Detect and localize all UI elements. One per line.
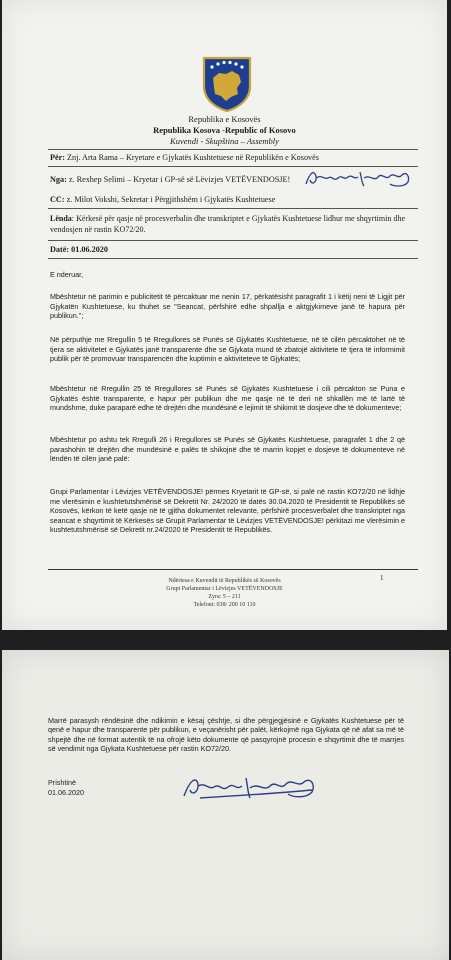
divider: [48, 208, 418, 209]
date-line: Datë: 01.06.2020: [50, 245, 108, 254]
subject-line: Lënda: Kërkesë për qasje në procesverbalin dhe transkriptet e Gjykatës Kushtetuese lidhur me shqyrtimin dhe vendosjen në rastin KO72/20.: [50, 214, 405, 234]
sender-line: Nga: z. Rexhep Selimi – Kryetar i GP-së së Lëvizjes VETËVENDOSJE!: [50, 175, 291, 184]
footer-address-2: Grupi Parlamentar i Lëvizjes VETËVENDOSJE: [166, 586, 283, 592]
cc-line: CC: z. Milot Vokshi, Sekretar i Përgjithshëm i Gjykatës Kushtetuese: [50, 195, 276, 204]
signature-icon: [302, 166, 414, 192]
letter-page-1: [2, 0, 447, 630]
place: Prishtinë: [48, 778, 76, 787]
recipient-line: Për: Znj. Arta Rama – Kryetare e Gjykatës Kushtetuese në Republikën e Kosovës: [50, 153, 319, 162]
header-country: Republika e Kosovës: [188, 114, 261, 124]
header-country-multilingual: Republika Kosova -Republic of Kosovo: [153, 125, 296, 135]
footer-address-1: Ndërtesa e Kuvendit të Republikës së Kosovës: [168, 578, 281, 584]
page-gap: [0, 630, 451, 650]
paragraph-6: Marrë parasysh rëndësinë dhe ndikimin e kësaj çështje, si dhe përgjegjësinë e Gjykatës Kushtetuese për të qenë e hapur dhe transparente për publikun, e veçanërisht për palët, kërkojmë nga Gjykata që në afat sa më të shpejtë dhe në format autentik të na ofrojë këto dokumente që pasqyrojnë procesin e shqyrtimit dhe të marrjes së vendimit nga Gjykata Kushtetuese për rastin KO72/20.: [48, 716, 404, 754]
paragraph-4: Mbështetur po ashtu tek Rregulli 26 i Rregullores së Punës së Gjykatës Kushtetuese, paragrafët 1 dhe 2 që parashohin të drejtën dhe mundësinë e palës të shikojnë dhe të marrin kopjet e dosjeve të dokumenteve në lëndën të cilën janë palë:: [50, 435, 405, 464]
paragraph-2: Në përputhje me Rregullin 5 të Rregullores së Punës së Gjykatës Kushtetuese, në të cilën përcaktohet në të tjera se aktivitetet e Gjykatës janë transparente dhe se Gjykata mund të zbatojë aktivitete të tjera të informimit publik për të promovuar transparencën dhe kuptimin e aktiviteteve të Gjykatës;: [50, 335, 405, 364]
footer-office: Zyra: 5 – 211: [208, 594, 241, 600]
divider: [48, 240, 418, 241]
paragraph-5: Grupi Parlamentar i Lëvizjes VETËVENDOSJE! përmes Kryetarit të GP-së, si palë në rastin KO72/20 në lidhje me vlerësimin e kushtetutshmërisë së Dekretit Nr. 24/2020 të datës 30.04.2020 të Presidentit të Republikës së Kosovës, kërkon të ketë qasje në të gjitha dokumentet relevante, përfshirë procesverbalet dhe transkriptet nga seancat e shqyrtimit të Kërkesës së Grupit Parlamentar të Lëvizjes VETËVENDOSJE! përkitazi me vlerësimin e kushtetutshmërisë së Dekretit nr.24/2020 të Presidentit të Republikës.: [50, 487, 405, 535]
paragraph-1: Mbështetur në parimin e publicitetit të përcaktuar me nenin 17, përkatësisht paragrafit 1 i këtij neni të Ligjit për Gjykatën Kushtetuese, ku thuhet se "Seancat, përfshirë edhe shpallja e aktgjykimeve janë të hapura për publikun.";: [50, 292, 405, 321]
letter-date: 01.06.2020: [48, 788, 84, 797]
divider: [48, 149, 418, 150]
page-number: 1: [380, 574, 384, 582]
letter-page-2: [2, 650, 449, 960]
salutation: E nderuar,: [50, 270, 84, 279]
header-institution: Kuvendi - Skupština – Assembly: [170, 136, 279, 146]
kosovo-coat-of-arms-icon: [202, 56, 252, 112]
signature-icon: [180, 772, 320, 804]
divider: [48, 258, 418, 259]
footer-phone: Telefoni: 038/ 200 10 110: [193, 602, 256, 608]
footer-divider: [48, 569, 418, 570]
paragraph-3: Mbështetur në Rregullin 25 të Rregullores së Punës së Gjykatës Kushtetuese i cili përcakton se Puna e Gjykatës është transparente, e hapur për publikun dhe me qasje në të deri në shkallën më të lartë të mundshme, duke paraparë edhe të drejtën dhe mundësinë e lejimit të shikimit të dosjeve dhe të dokumenteve;: [50, 384, 405, 413]
